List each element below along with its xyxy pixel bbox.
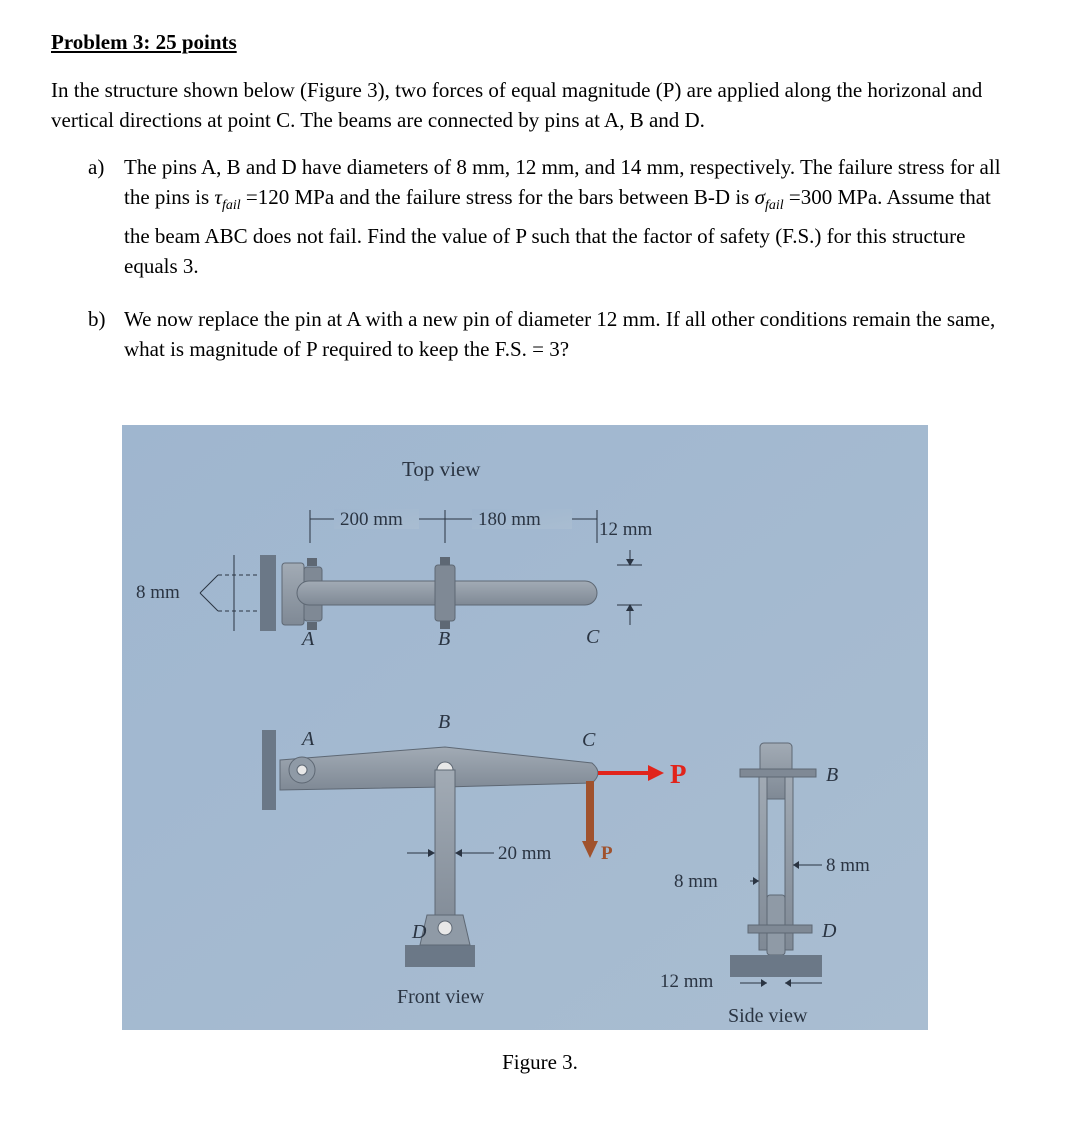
dim-8mm-left: 8 mm <box>136 582 180 603</box>
side-view-ground <box>730 955 822 977</box>
part-a-text-1: The pins A, B and D have diameters of 8 mm, 12 mm, and 14 mm, respectively. The failure stress for all the pins is <box>124 155 1001 209</box>
top-label-a: A <box>302 628 315 650</box>
part-a-text-2: =120 MPa and the failure stress for the bars between B-D is <box>240 185 755 209</box>
dim-20mm: 20 mm <box>498 843 552 864</box>
sigma-subscript: fail <box>764 198 784 214</box>
tau-subscript: fail <box>221 198 241 214</box>
figure-3-drawing <box>122 425 928 1030</box>
front-label-d: D <box>412 921 427 943</box>
dim-8mm-side-left: 8 mm <box>674 871 718 892</box>
front-view-wall <box>262 730 276 810</box>
front-view-label: Front view <box>397 986 485 1008</box>
part-a-text-3: =300 MPa. Assume that the beam ABC does not fail. Find the value of P such that the factor of safety (F.S.) for this structure equals 3. <box>124 185 991 279</box>
dim-180mm: 180 mm <box>478 509 541 530</box>
problem-title: Problem 3: 25 points <box>51 30 237 54</box>
sigma-symbol: σ <box>754 185 765 209</box>
side-label-b: B <box>826 764 839 786</box>
front-view-ground <box>405 945 475 967</box>
top-view-wall <box>260 555 276 631</box>
front-label-b: B <box>438 711 451 733</box>
force-p-red-label: P <box>670 759 687 789</box>
front-label-c: C <box>582 729 596 751</box>
figure-caption: Figure 3. <box>502 1050 578 1074</box>
figure-3 <box>122 425 928 1030</box>
dim-8mm-side-right: 8 mm <box>826 855 870 876</box>
force-p-brown-label: P <box>601 843 613 864</box>
force-p-vertical-arrow <box>586 781 594 843</box>
side-view-link-left <box>759 770 767 950</box>
part-a-text <box>124 152 1008 281</box>
part-b-label: b) <box>88 307 106 331</box>
part-a-label: a) <box>88 155 105 179</box>
top-view-label: Top view <box>402 457 481 481</box>
side-label-d: D <box>822 920 837 942</box>
dim-12mm-top: 12 mm <box>599 519 653 540</box>
dim-200mm: 200 mm <box>340 509 403 530</box>
problem-intro: In the structure shown below (Figure 3), two forces of equal magnitude (P) are applied along the horizonal and vertical directions at point C. The beams are connected by pins at A, B and D. <box>51 78 983 132</box>
tau-symbol: τ <box>214 185 222 209</box>
part-b-text: We now replace the pin at A with a new pin of diameter 12 mm. If all other conditions remain the same, what is magnitude of P required to keep the F.S. = 3? <box>124 307 996 361</box>
top-label-b: B <box>438 628 451 650</box>
side-view-link-right <box>785 770 793 950</box>
dim-12mm-side: 12 mm <box>660 971 714 992</box>
top-label-c: C <box>586 626 600 648</box>
side-view-label: Side view <box>728 1005 808 1027</box>
front-label-a: A <box>302 728 315 750</box>
